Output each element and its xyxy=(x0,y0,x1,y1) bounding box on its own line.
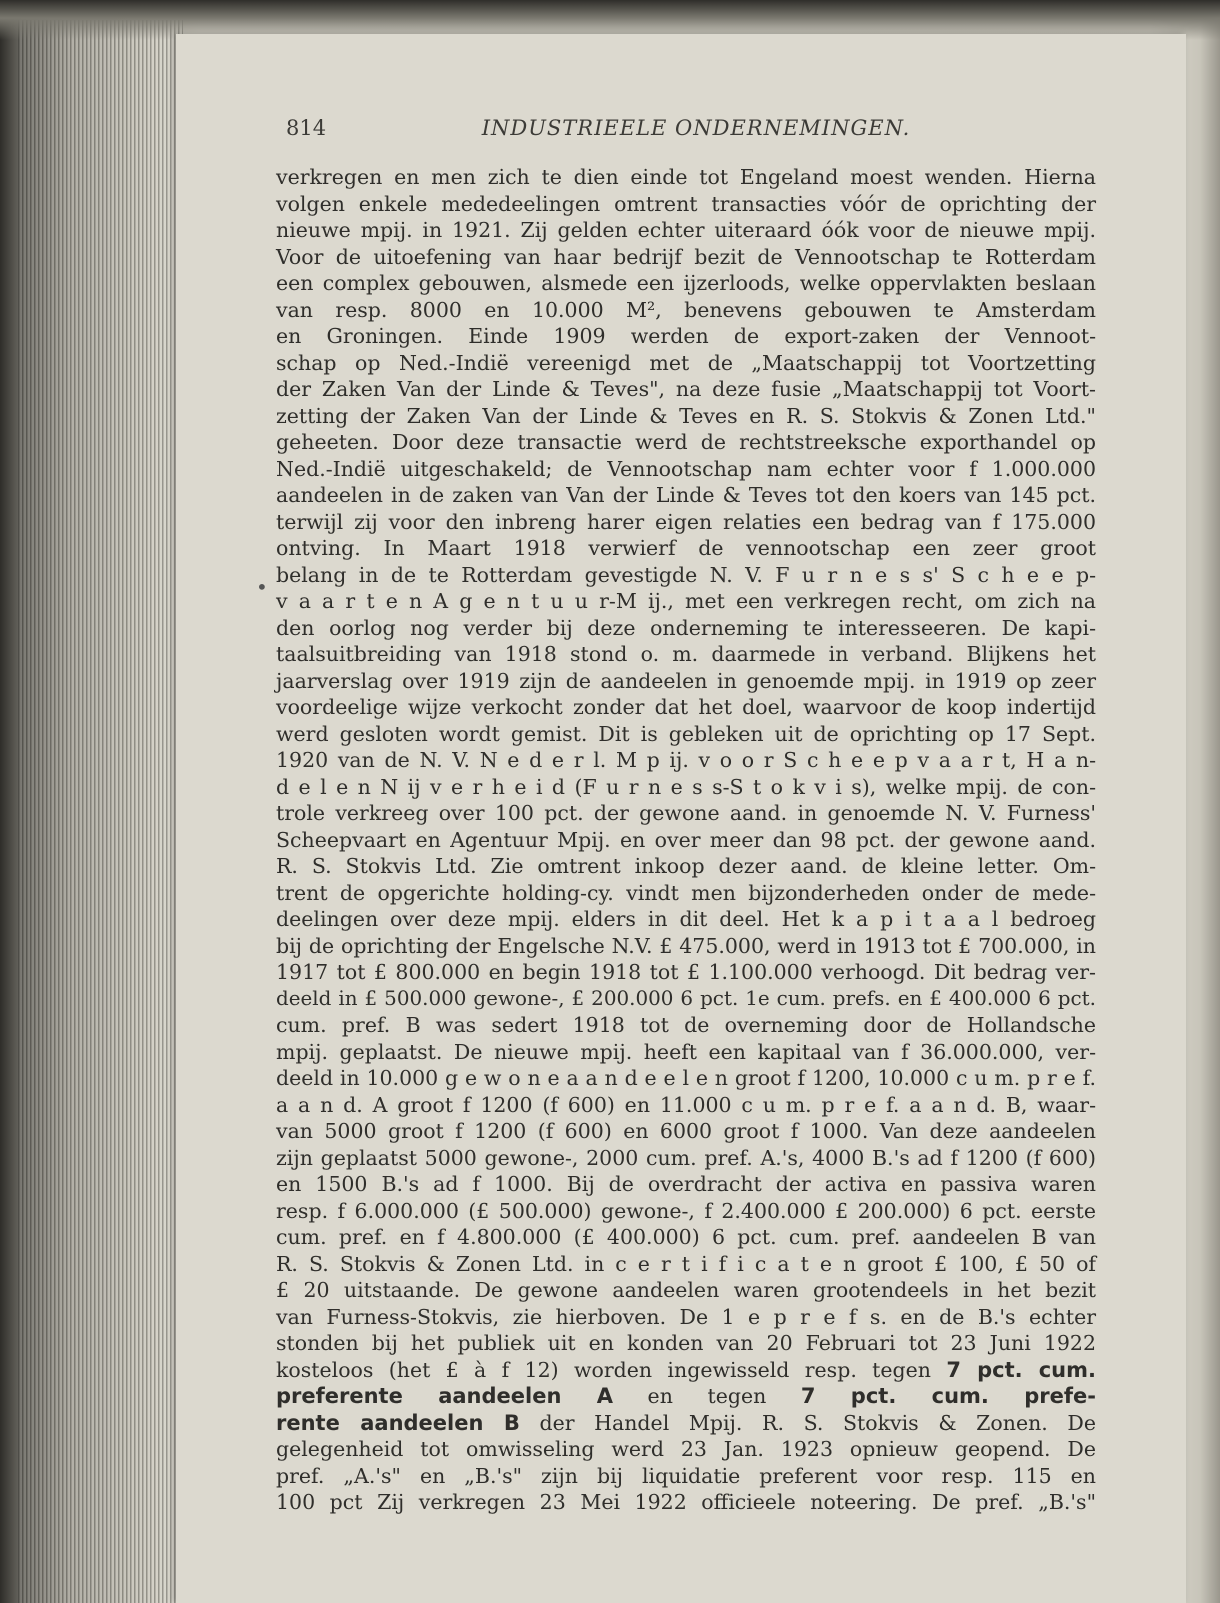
text-line: schap op Ned.-Indië vereenigd met de „Maatschappij tot Voortzetting xyxy=(276,350,1096,375)
body-text xyxy=(276,164,1096,1516)
text-segment: kosteloos (het £ à f 12) worden ingewisseld resp. tegen xyxy=(276,1357,931,1382)
text-line: zetting der Zaken Van der Linde & Teves en R. S. Stokvis & Zonen Ltd." xyxy=(276,403,1096,428)
text-line: jaarverslag over 1919 zijn de aandeelen in genoemde mpij. in 1919 op zeer xyxy=(276,668,1096,693)
text-line: een complex gebouwen, alsmede een ijzerloods, welke oppervlakten beslaan xyxy=(276,271,1096,295)
book-page xyxy=(176,34,1186,1603)
text-line: werd gesloten wordt gemist. Dit is gebleken uit de oprichting op 17 Sept. xyxy=(276,721,1096,746)
text-line: deeld in 10.000 g e w o n e a a n d e e l e n groot f 1200, 10.000 c u m. p r e f. xyxy=(276,1066,1096,1090)
text-line: geheeten. Door deze transactie werd de rechtstreeksche exporthandel op xyxy=(276,430,1096,454)
text-line: van Furness-Stokvis, zie hierboven. De 1 e p r e f s. en de B.'s echter xyxy=(276,1304,1096,1329)
text-line: mpij. geplaatst. De nieuwe mpij. heeft een kapitaal van f 36.000.000, ver- xyxy=(276,1039,1096,1064)
text-line: nieuwe mpij. in 1921. Zij gelden echter uiteraard óók voor de nieuwe mpij. xyxy=(276,218,1096,242)
text-line: pref. „A.'s" en „B.'s" zijn bij liquidatie preferent voor resp. 115 en xyxy=(276,1463,1096,1488)
text-line: 1920 van de N. V. N e d e r l. M p ij. v o o r S c h e e p v a a r t, H a n- xyxy=(276,748,1096,772)
text-segment: der Handel Mpij. R. S. Stokvis & Zonen. De xyxy=(519,1410,1096,1435)
text-line: der Zaken Van der Linde & Teves", na deze fusie „Maatschappij tot Voort- xyxy=(276,377,1096,401)
text-line: Scheepvaart en Agentuur Mpij. en over meer dan 98 pct. der gewone aand. xyxy=(276,827,1096,852)
margin-mark: • xyxy=(256,575,268,599)
text-line: v a a r t e n A g e n t u u r-M ij., met een verkregen recht, om zich na xyxy=(276,589,1096,613)
text-line: en Groningen. Einde 1909 werden de export-zaken der Vennoot- xyxy=(276,324,1096,348)
page-edges xyxy=(18,20,183,1603)
text-line: gelegenheid tot omwisseling werd 23 Jan. 1923 opnieuw geopend. De xyxy=(276,1437,1096,1461)
text-line: d e l e n N ij v e r h e i d (F u r n e s s-S t o k v i s), welke mpij. de con- xyxy=(276,774,1096,799)
text-line: cum. pref. en f 4.800.000 (£ 400.000) 6 pct. cum. pref. aandeelen B van xyxy=(276,1225,1096,1249)
text-line: deelingen over deze mpij. elders in dit deel. Het k a p i t a a l bedroeg xyxy=(276,907,1096,931)
text-line: zijn geplaatst 5000 gewone-, 2000 cum. pref. A.'s, 4000 B.'s ad f 1200 (f 600) xyxy=(276,1145,1096,1170)
text-line: trole verkreeg over 100 pct. der gewone aand. in genoemde N. V. Furness' xyxy=(276,801,1096,825)
text-line: taalsuitbreiding van 1918 stond o. m. daarmede in verband. Blijkens het xyxy=(276,642,1096,666)
page-number: 814 xyxy=(286,116,327,140)
text-line: voordeelige wijze verkocht zonder dat het doel, waarvoor de koop indertijd xyxy=(276,695,1096,719)
text-line: £ 20 uitstaande. De gewone aandeelen waren grootendeels in het bezit xyxy=(276,1278,1096,1302)
page-header xyxy=(286,116,1106,146)
text-line: belang in de te Rotterdam gevestigde N. V. F u r n e s s' S c h e e p- xyxy=(276,562,1096,587)
text-line: R. S. Stokvis Ltd. Zie omtrent inkoop dezer aand. de kleine letter. Om- xyxy=(276,854,1096,878)
text-line: aandeelen in de zaken van Van der Linde & Teves tot den koers van 145 pct. xyxy=(276,483,1096,507)
bold-emphasis: 7 pct. cum. prefe- xyxy=(800,1384,1096,1408)
text-line: van resp. 8000 en 10.000 M², benevens gebouwen te Amsterdam xyxy=(276,297,1096,322)
bold-emphasis: rente aandeelen B xyxy=(276,1410,520,1435)
text-line: resp. f 6.000.000 (£ 500.000) gewone-, f 2.400.000 £ 200.000) 6 pct. eerste xyxy=(276,1198,1096,1223)
text-line: deeld in £ 500.000 gewone-, £ 200.000 6 pct. 1e cum. prefs. en £ 400.000 6 pct. xyxy=(276,986,1096,1010)
text-line: terwijl zij voor den inbreng harer eigen relaties een bedrag van f 175.000 xyxy=(276,509,1096,534)
text-line: Ned.-Indië uitgeschakeld; de Vennootschap nam echter voor f 1.000.000 xyxy=(276,456,1096,481)
text-line: den oorlog nog verder bij deze onderneming te interesseeren. De kapi- xyxy=(276,615,1096,640)
text-line: Voor de uitoefening van haar bedrijf bezit de Vennootschap te Rotterdam xyxy=(276,244,1096,269)
text-line: 100 pct Zij verkregen 23 Mei 1922 officieele noteering. De pref. „B.'s" xyxy=(276,1490,1096,1514)
running-title: INDUSTRIEELE ONDERNEMINGEN. xyxy=(481,116,911,140)
text-line: verkregen en men zich te dien einde tot Engeland moest wenden. Hierna xyxy=(276,165,1096,189)
bold-emphasis: 7 pct. cum. xyxy=(946,1357,1096,1382)
text-line-with-bold xyxy=(276,1383,1096,1410)
text-line-with-bold xyxy=(276,1410,1096,1437)
text-line: 1917 tot £ 800.000 en begin 1918 tot £ 1.100.000 verhoogd. Dit bedrag ver- xyxy=(276,960,1096,984)
text-line-with-bold xyxy=(276,1357,1096,1384)
text-line: R. S. Stokvis & Zonen Ltd. in c e r t i f i c a t e n groot £ 100, £ 50 of xyxy=(276,1251,1096,1276)
text-line: cum. pref. B was sedert 1918 tot de overneming door de Hollandsche xyxy=(276,1013,1096,1037)
text-line: a a n d. A groot f 1200 (f 600) en 11.000 c u m. p r e f. a a n d. B, waar- xyxy=(276,1092,1096,1117)
text-line: bij de oprichting der Engelsche N.V. £ 475.000, werd in 1913 tot £ 700.000, in xyxy=(276,933,1096,958)
text-line: volgen enkele mededeelingen omtrent transacties vóór de oprichting der xyxy=(276,191,1096,216)
text-line: van 5000 groot f 1200 (f 600) en 6000 groot f 1000. Van deze aandeelen xyxy=(276,1119,1096,1143)
text-line: trent de opgerichte holding-cy. vindt men bijzonderheden onder de mede- xyxy=(276,880,1096,905)
text-line: stonden bij het publiek uit en konden van 20 Februari tot 23 Juni 1922 xyxy=(276,1331,1096,1355)
text-line: en 1500 B.'s ad f 1000. Bij de overdracht der activa en passiva waren xyxy=(276,1172,1096,1196)
text-segment: en tegen xyxy=(613,1384,801,1408)
text-line: ontving. In Maart 1918 verwierf de vennootschap een zeer groot xyxy=(276,536,1096,560)
bold-emphasis: preferente aandeelen A xyxy=(276,1384,613,1408)
